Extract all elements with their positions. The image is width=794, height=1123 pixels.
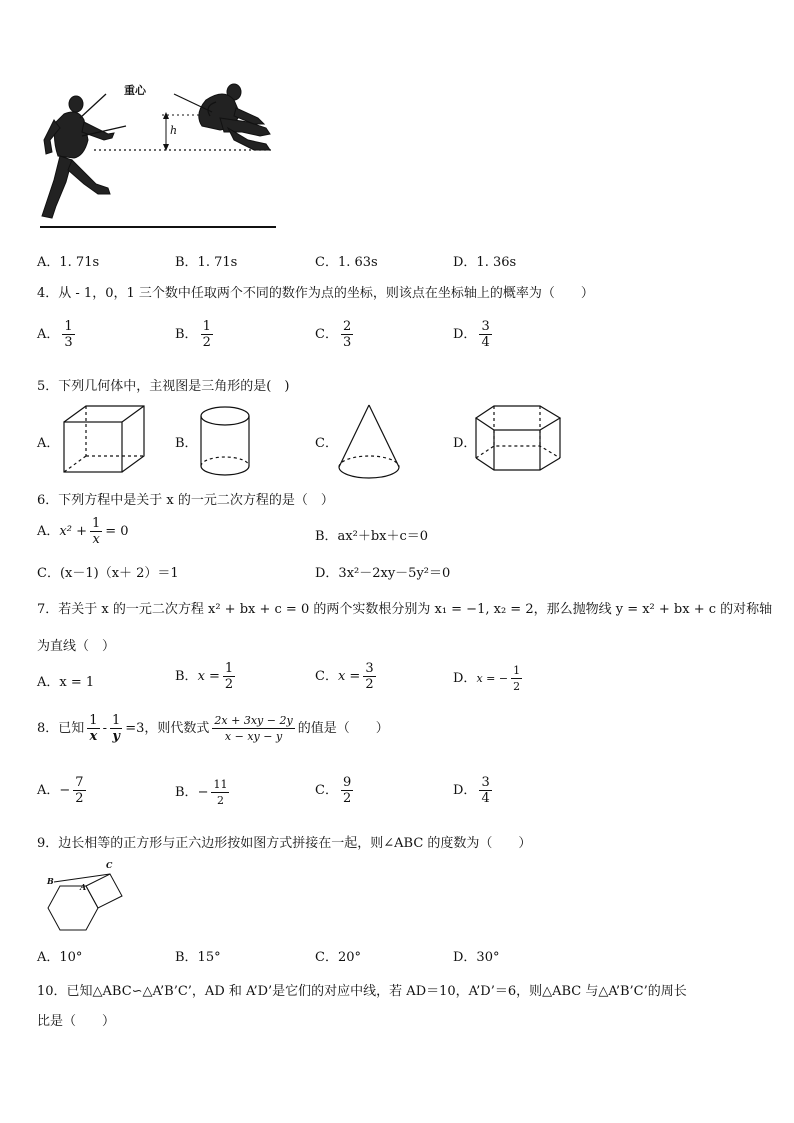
hexagon-square-figure: [38, 858, 130, 940]
q8-option-d: D． $\frac{3}{4}$: [453, 775, 490, 806]
q10-stem-line-2: 比是（ ）: [37, 1014, 116, 1029]
q4-option-b: B． $\frac{1}{2}$: [175, 319, 211, 350]
q3-option-b: B．1. 71s: [175, 255, 238, 270]
q6-stem: 6．下列方程中是关于 x 的一元二次方程的是（ ）: [37, 493, 334, 508]
q7-option-b: B．x = $\frac{1}{2}$: [175, 661, 234, 692]
q7-stem-line-2: 为直线（ ）: [37, 639, 116, 654]
label-center-of-gravity: 重心: [124, 84, 146, 97]
q9-option-b: B．15°: [175, 950, 221, 965]
q9-option-c: C．20°: [315, 950, 361, 965]
q4-stem: 4．从 - 1，0，1 三个数中任取两个不同的数作为点的坐标，则该点在坐标轴上的概率为（ ）: [37, 286, 594, 301]
q7-option-a: A．x = 1: [37, 675, 95, 690]
q6-option-a: A．x² + $\frac{1}{x}$ = 0: [37, 516, 129, 547]
q6-option-c: C．(x－1)（x＋ 2）＝1: [37, 566, 179, 581]
q8-option-a: A．− $\frac{7}{2}$: [37, 775, 84, 806]
hexagonal-prism-figure: [472, 404, 564, 476]
jump-figure: [34, 78, 284, 233]
q8-option-b: B．− $\frac{11}{2}$: [175, 778, 228, 807]
q5-option-b: B．: [175, 436, 198, 451]
q6-option-b: B．ax²＋bx＋c＝0: [315, 529, 429, 544]
q9-label-c: C: [106, 860, 113, 870]
q3-option-d: D．1. 36s: [453, 255, 517, 270]
q10-stem-line-1: 10．已知△ABC∽△A’B’C’，AD 和 A’D’是它们的对应中线，若 AD＝10，A’D’＝6，则△ABC 与△A’B’C’的周长: [37, 984, 687, 999]
q5-option-c: C．: [315, 436, 338, 451]
q9-label-b: B: [47, 876, 54, 886]
q7-option-d: D．x = − $\frac{1}{2}$: [453, 664, 521, 693]
q9-stem: 9．边长相等的正方形与正六边形按如图方式拼接在一起，则∠ABC 的度数为（ ）: [37, 836, 532, 851]
q5-option-a: A．: [37, 436, 60, 451]
q9-option-a: A．10°: [37, 950, 83, 965]
q7-option-c: C．x = $\frac{3}{2}$: [315, 661, 374, 692]
q8-option-c: C． $\frac{9}{2}$: [315, 775, 352, 806]
q3-option-c: C．1. 63s: [315, 255, 378, 270]
q5-stem: 5．下列几何体中，主视图是三角形的是( ): [37, 379, 290, 394]
q8-stem: 8．已知 $\frac{1}{x}$ - $\frac{1}{y}$ =3，则代数式 $\frac{2x + 3xy - 2y}{x - xy - y}$ 的值是（ ）: [37, 713, 389, 744]
q4-option-a: A． $\frac{1}{3}$: [37, 319, 73, 350]
q4-option-d: D． $\frac{3}{4}$: [453, 319, 490, 350]
q4-option-c: C． $\frac{2}{3}$: [315, 319, 352, 350]
cube-figure: [60, 404, 150, 476]
cone-figure: [336, 403, 402, 481]
cylinder-figure: [197, 405, 253, 479]
q9-label-a: A: [80, 882, 87, 892]
label-h: h: [170, 124, 178, 137]
q3-option-a: A．1. 71s: [37, 255, 100, 270]
q7-stem-line-1: 7．若关于 x 的一元二次方程 x² + bx + c = 0 的两个实数根分别为 x₁ = −1, x₂ = 2，那么抛物线 y = x² + bx + c 的对称轴: [37, 602, 773, 617]
q5-option-d: D．: [453, 436, 477, 451]
q9-option-d: D．30°: [453, 950, 500, 965]
q6-option-d: D．3x²－2xy－5y²＝0: [315, 566, 451, 581]
